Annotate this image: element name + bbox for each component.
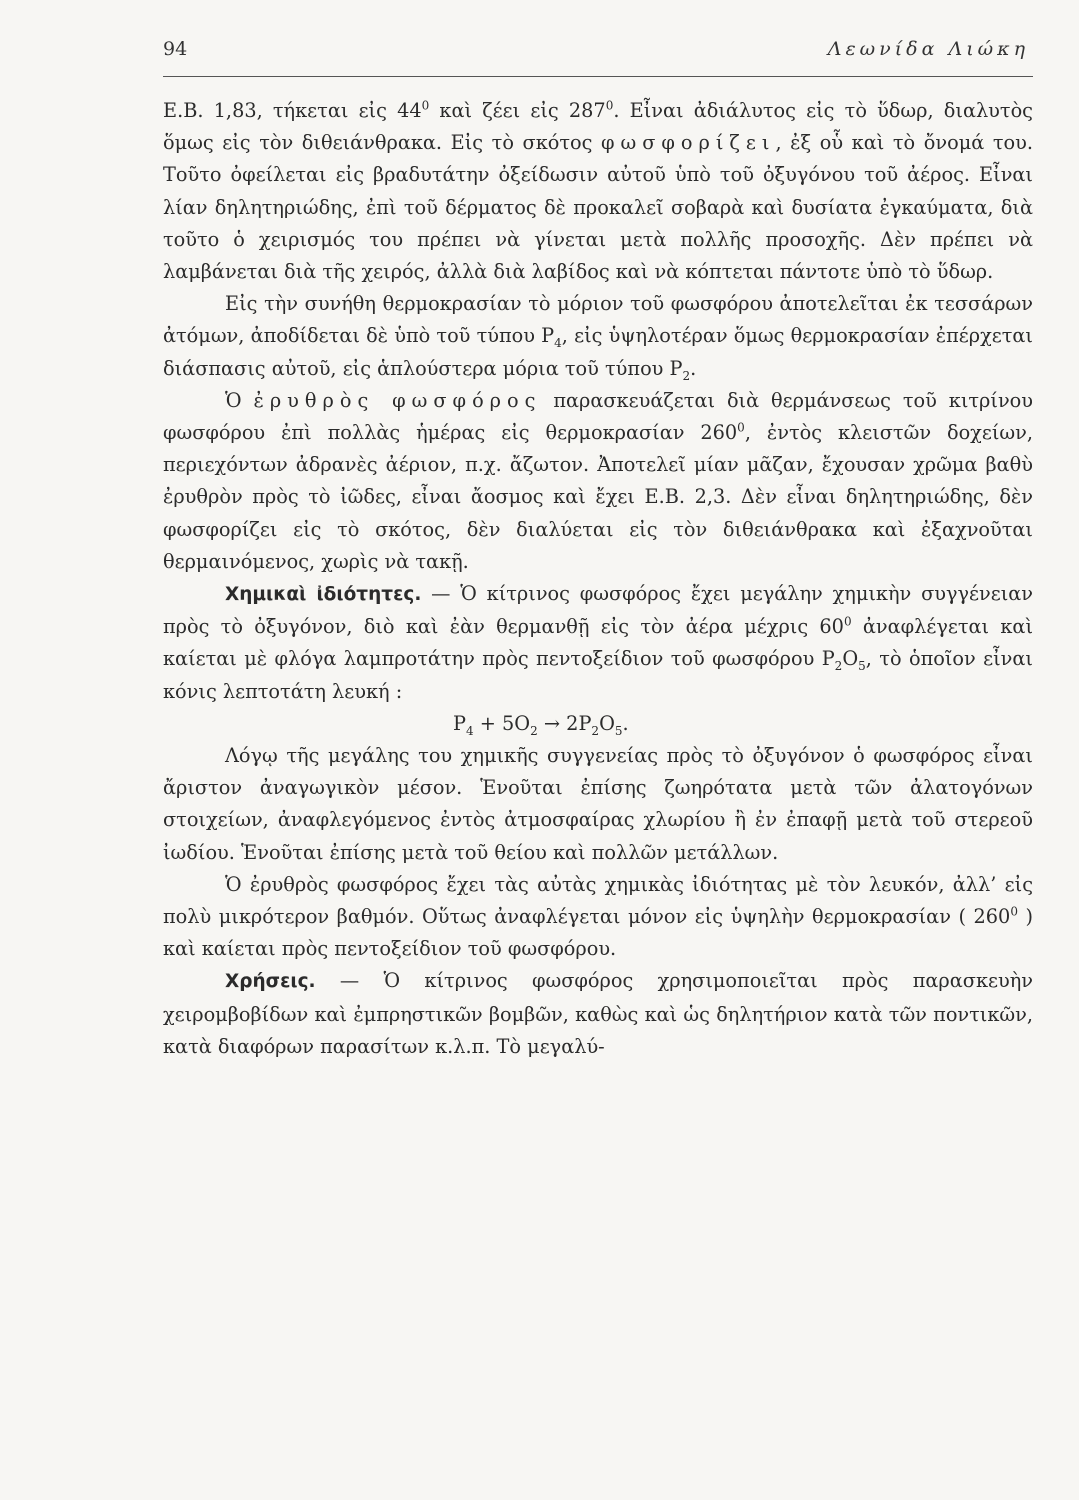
paragraph-7: Χρήσεις. — Ὁ κίτρινος φωσφόρος χρησιμοποιεῖται πρὸς παρασκευὴν χειρομβοβίδων καὶ ἐμπρηστικῶν βομβῶν, καθὼς καὶ ὡς δηλητήριον κατὰ τῶν ποντικῶν, κατὰ διαφόρων παρασίτων κ.λ.π. Τὸ μεγαλύ-	[163, 969, 1033, 1058]
paragraph-4: Χημικαὶ ἰδιότητες. — Ὁ κίτρινος φωσφόρος ἔχει μεγάλην χημικὴν συγγένειαν πρὸς τὸ ὀξυγόνον, διὸ καὶ ἐὰν θερμανθῇ εἰς τὸν ἀέρα μέχρις $60^0$ ἀναφλέγεται καὶ καίεται μὲ φλόγα λαμπροτάτην πρὸς πεντοξείδιον τοῦ φωσφόρου $P_2O_5$, τὸ ὁποῖον εἶναι κόνις λεπτοτάτη λευκή :	[163, 582, 1034, 703]
running-title: Λεωνίδα Λιώκη	[827, 38, 1029, 60]
reaction-arrow: → 2P	[537, 711, 592, 735]
paragraph-3: Ὁ ἐρυθρὸς φωσφόρος παρασκευάζεται διὰ θερμάνσεως τοῦ κιτρίνου φωσφόρου ἐπὶ πολλὰς ἡμέρας εἰς θερμοκρασίαν $260^0$, ἐντὸς κλειστῶν δοχείων, περιεχόντων ἀδρανὲς ἀέριον, π.χ. ἄζωτον. Ἀποτελεῖ μίαν μᾶζαν, ἔχουσαν χρῶμα βαθὺ ἐρυθρὸν πρὸς τὸ ἰῶδες, εἶναι ἄοσμος καὶ ἔχει Ε.Β. 2,3. Δὲν εἶναι δηλητηριώδης, δὲν φωσφορίζει εἰς τὸ σκότος, δὲν διαλύεται εἰς τὸν διθειάνθρακα καὶ ἐξαχνοῦται θερμαινόμενος, χωρὶς νὰ τακῇ.	[163, 388, 1034, 573]
book-page	[163, 38, 1033, 1063]
page-number: 94	[163, 38, 188, 60]
section-heading-uses: Χρήσεις.	[225, 971, 316, 993]
page-body	[163, 95, 1033, 1063]
paragraph-2: Εἰς τὴν συνήθη θερμοκρασίαν τὸ μόριον τοῦ φωσφόρου ἀποτελεῖται ἐκ τεσσάρων ἀτόμων, ἀποδίδεται δὲ ὑπὸ τοῦ τύπου $P_4$, εἰς ὑψηλοτέραν ὅμως θερμοκρασίαν ἐπέρχεται διάσπασις αὐτοῦ, εἰς ἁπλούστερα μόρια τοῦ τύπου $P_2$.	[163, 292, 1033, 383]
running-header	[163, 38, 1033, 77]
chemical-equation: $P_4 + 5O_2 \to 2P_2O_5$.	[453, 711, 629, 738]
spaced-term: ἐρυθρὸς φωσφόρος	[253, 388, 542, 412]
paragraph-6: Ὁ ἐρυθρὸς φωσφόρος ἔχει τὰς αὐτὰς χημικὰς ἰδιότητας μὲ τὸν λευκόν, ἀλλ’ εἰς πολὺ μικρότερον βαθμόν. Οὕτως ἀναφλέγεται μόνον εἰς ὑψηλὴν θερμοκρασίαν ( $260^0$ ) καὶ καίεται πρὸς πεντοξείδιον τοῦ φωσφόρου.	[163, 872, 1034, 961]
paragraph-5: Λόγῳ τῆς μεγάλης του χημικῆς συγγενείας πρὸς τὸ ὀξυγόνον ὁ φωσφόρος εἶναι ἄριστον ἀναγωγικὸν μέσον. Ἑνοῦται ἐπίσης ζωηρότατα μετὰ τῶν ἀλατογόνων στοιχείων, ἀναφλεγόμενος ἐντὸς ἀτμοσφαίρας χλωρίου ἢ ἐν ἐπαφῇ μετὰ τοῦ στερεοῦ ἰωδίου. Ἑνοῦται ἐπίσης μετὰ τοῦ θείου καὶ πολλῶν μετάλλων.	[163, 744, 1033, 864]
spaced-term: φωσφορίζει	[601, 131, 776, 155]
section-heading-chemical-properties: Χημικαὶ ἰδιότητες.	[225, 584, 422, 606]
paragraph-1: Ε.Β. 1,83, τήκεται εἰς $44^0$ καὶ ζέει εἰς $287^0$. Εἶναι ἀδιάλυτος εἰς τὸ ὕδωρ, διαλυτὸς ὅμως εἰς τὸν διθειάνθρακα. Εἰς τὸ σκότος φωσφορίζει, ἐξ οὗ καὶ τὸ ὄνομά του. Τοῦτο ὀφείλεται εἰς βραδυτάτην ὀξείδωσιν αὐτοῦ ὑπὸ τοῦ ὀξυγόνου τοῦ ἀέρος. Εἶναι λίαν δηλητηριώδης, ἐπὶ τοῦ δέρματος δὲ προκαλεῖ σοβαρὰ καὶ δυσίατα ἐγκαύματα, διὰ τοῦτο ὁ χειρισμός του πρέπει νὰ γίνεται μετὰ πολλῆς προσοχῆς. Δὲν πρέπει νὰ λαμβάνεται διὰ τῆς χειρός, ἀλλὰ διὰ λαβίδος καὶ νὰ κόπτεται πάντοτε ὑπὸ τὸ ὕδωρ.	[163, 98, 1033, 284]
